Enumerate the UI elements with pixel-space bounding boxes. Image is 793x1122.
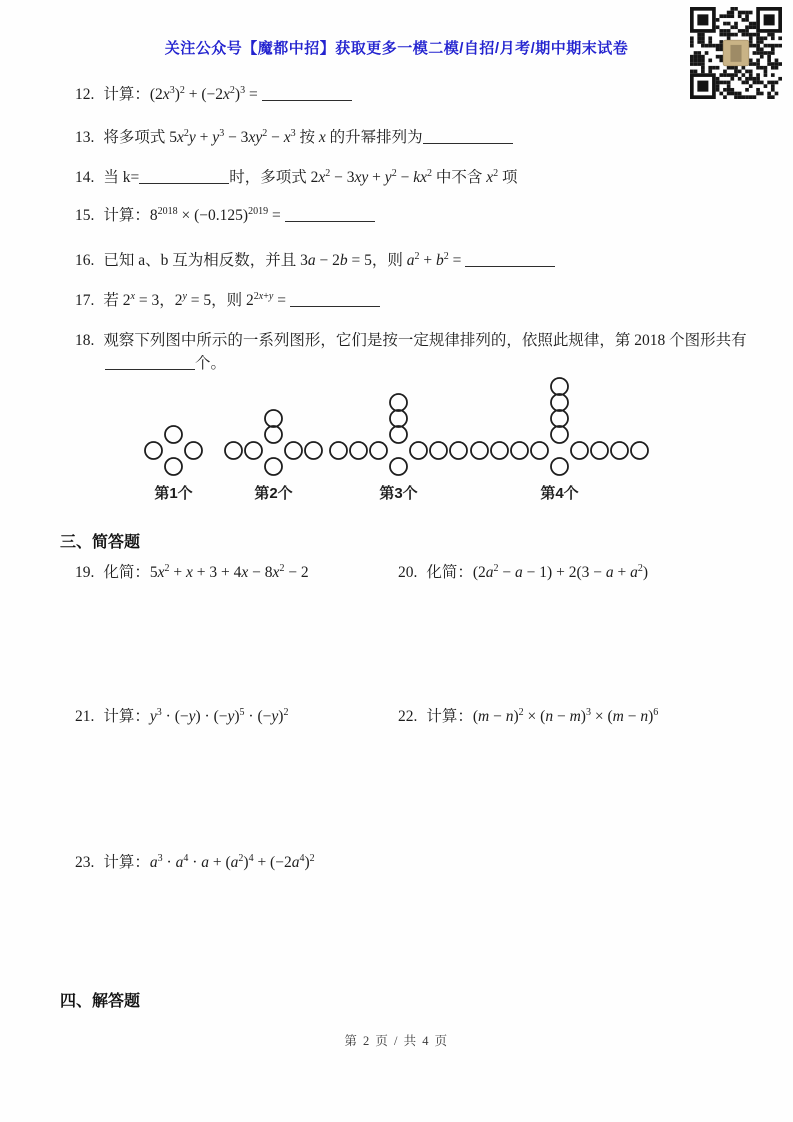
question-text: 已知 a、b 互为相反数，并且 3a − 2b = 5，则 $a^2 + b^2$ =	[103, 252, 555, 269]
question-12	[75, 84, 352, 108]
section-3-title: 三、简答题	[60, 534, 141, 551]
question-number: 14.	[75, 169, 95, 186]
answer-blank	[262, 85, 352, 101]
question-text: 化简：$(2a^2 - a - 1) + 2(3 - a + a^2)$	[426, 563, 649, 581]
question-13	[75, 127, 513, 151]
question-text: 计算：$y^3 \cdot (-y) \cdot (-y)^5 \cdot (-y)^2$	[103, 707, 289, 725]
question-text: 化简：$5x^2 + x + 3 + 4x - 8x^2 - 2$	[103, 563, 309, 581]
question-number: 15.	[75, 207, 95, 224]
question-18-line2	[105, 353, 226, 375]
question-text: 将多项式 $5x^2y + y^3 - 3xy^2 - x^3$ 按 x 的升幂排列为	[103, 129, 512, 146]
answer-blank	[139, 168, 229, 184]
section-4-title: 四、解答题	[60, 993, 141, 1010]
question-15	[75, 205, 375, 229]
pattern-figure-2	[223, 408, 324, 503]
figure-label: 第2个	[254, 484, 293, 502]
answer-blank	[290, 291, 380, 307]
question-14	[75, 167, 518, 191]
question-text: 当 k= 时，多项式 $2x^2 - 3xy + y^2 - kx^2$ 中不含 $x^2$ 项	[103, 168, 518, 186]
question-text: 计算：$8^{2018} \times (-0.125)^{2019}$ =	[103, 207, 374, 224]
question-number: 18.	[75, 332, 95, 349]
question-18-line1	[75, 330, 747, 352]
figure-label: 第4个	[540, 484, 579, 502]
question-23	[75, 852, 315, 876]
question-number: 20.	[398, 564, 418, 581]
question-number: 16.	[75, 252, 95, 269]
question-text: 若 $2^x = 3$，$2^y = 5$，则 $2^{2x+y}$ =	[103, 292, 379, 309]
question-number: 21.	[75, 708, 95, 725]
page-footer: 第 2 页 / 共 4 页	[344, 1034, 449, 1048]
pattern-figure-3	[328, 392, 469, 503]
question-text: 计算：$(m - n)^2 \times (n - m)^3 \times (m - n)^6$	[426, 707, 659, 725]
answer-blank	[105, 354, 195, 370]
question-16	[75, 250, 555, 274]
question-text: 计算：$(2x^3)^2 + (-2x^2)^3$ =	[103, 86, 351, 103]
question-number: 19.	[75, 564, 95, 581]
question-20	[398, 562, 648, 586]
pattern-figure-1	[143, 424, 204, 503]
answer-blank	[423, 128, 513, 144]
question-text: 计算：$a^3 \cdot a^4 \cdot a + (a^2)^4 + (-2a^4)^2$	[103, 853, 315, 871]
answer-blank	[465, 251, 555, 267]
question-number: 13.	[75, 129, 95, 146]
question-number: 23.	[75, 854, 95, 871]
question-22	[398, 706, 658, 730]
figure-label: 第1个	[154, 484, 193, 502]
question-number: 12.	[75, 86, 95, 103]
qr-code	[690, 7, 782, 99]
pattern-figure-4	[469, 376, 650, 503]
header-banner: 关注公众号【魔都中招】获取更多一模二模/自招/月考/期中期末试卷	[164, 40, 629, 57]
question-text: 个。	[105, 355, 226, 372]
question-number: 17.	[75, 292, 95, 309]
question-17	[75, 290, 380, 314]
answer-blank	[285, 206, 375, 222]
question-21	[75, 706, 288, 730]
question-text: 观察下列图中所示的一系列图形，它们是按一定规律排列的，依照此规律，第 2018 个图形共有	[103, 332, 747, 349]
question-19	[75, 562, 309, 586]
question-number: 22.	[398, 708, 418, 725]
figure-label: 第3个	[379, 484, 418, 502]
